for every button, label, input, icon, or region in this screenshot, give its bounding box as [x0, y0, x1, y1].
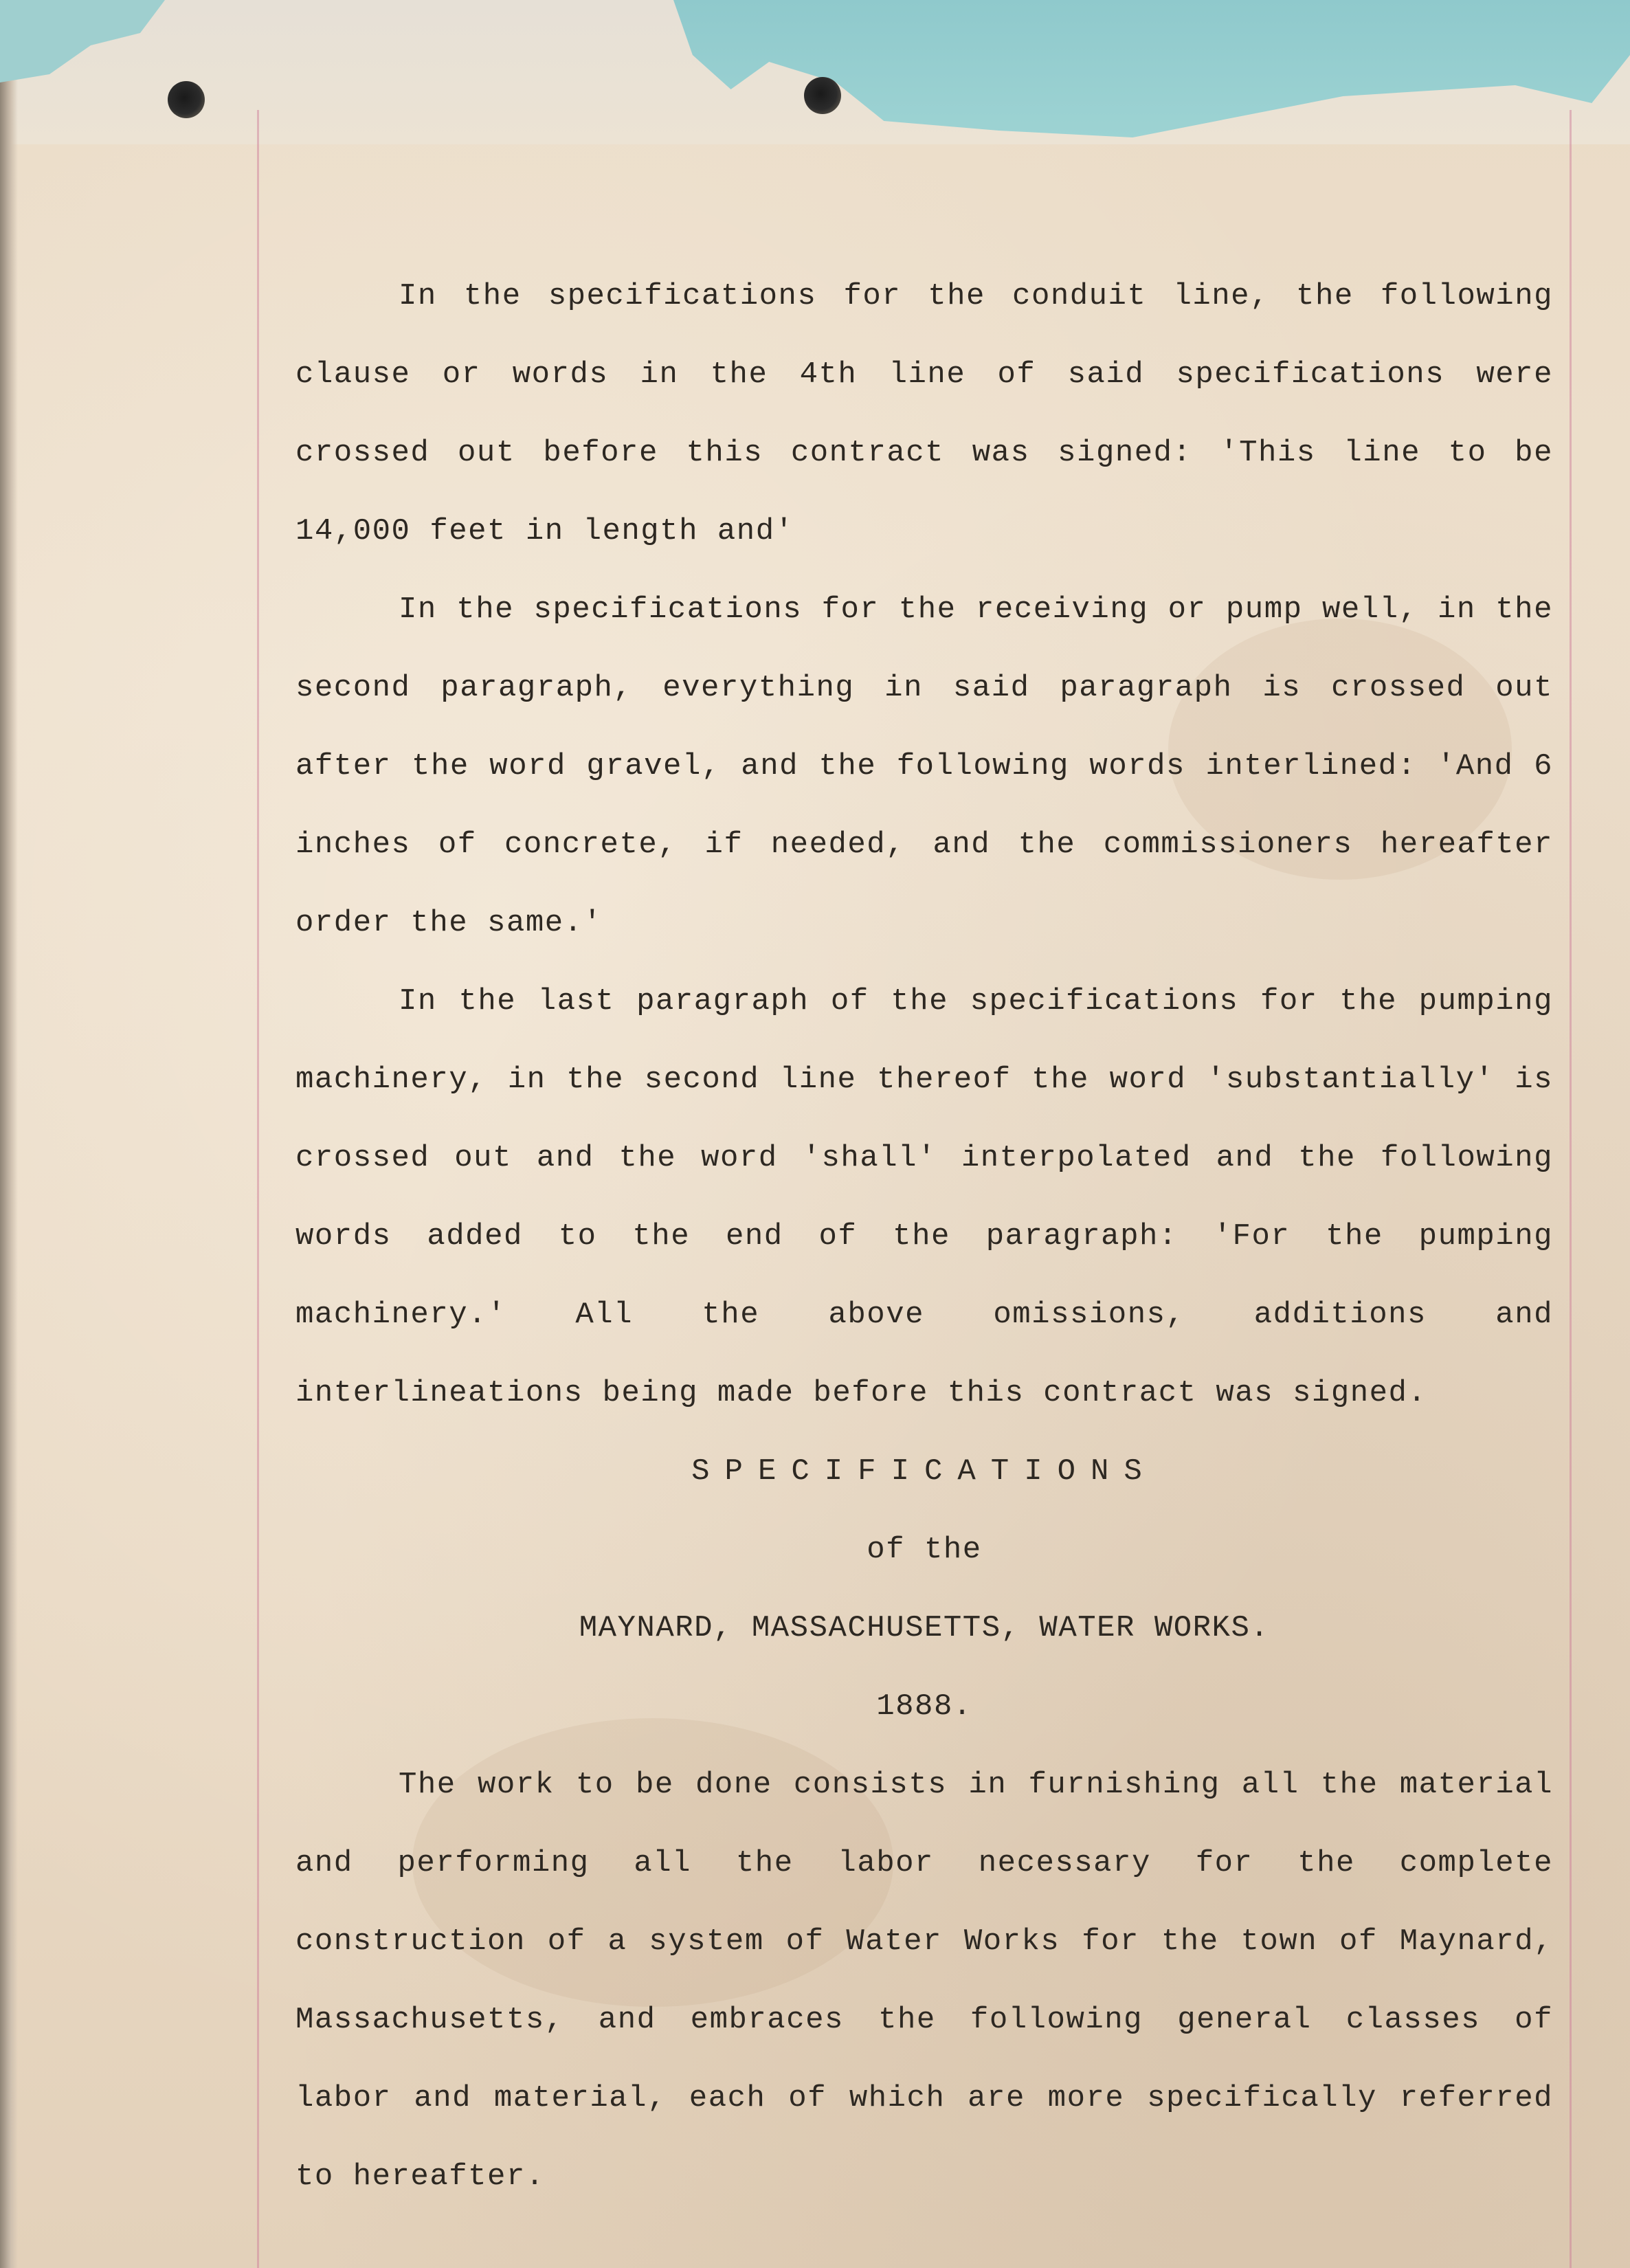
paragraph-pump-well: In the specifications for the receiving or pump well, in the second paragraph, everything in said paragraph is crossed out after the word gravel, and the following words interlined: 'And 6 inches of concrete, if needed, and the commissioners hereafter order the same.' — [295, 592, 1553, 940]
margin-rule-right — [1570, 110, 1572, 2268]
heading-specifications: SPECIFICATIONS — [691, 1454, 1157, 1489]
paragraph-conduit-line: In the specifications for the conduit line, the following clause or words in the 4th line of said specifications were crossed out before this contract was signed: 'This line to be 14,000 feet in length and' — [295, 279, 1553, 548]
page-left-edge — [0, 0, 18, 2268]
heading-year: 1888. — [876, 1689, 972, 1724]
heading-subject: MAYNARD, MASSACHUSETTS, WATER WORKS. — [579, 1611, 1270, 1645]
paragraph-pumping-machinery: In the last paragraph of the specifications for the pumping machinery, in the second line thereof the word 'substantially' is crossed out and the word 'shall' interpolated and the following words added to the end of the paragraph: 'For the pumping machinery.' All the above omissions, additions and interlineations being made before this contract was signed. — [295, 984, 1553, 1410]
paragraph-work-description: The work to be done consists in furnishing all the material and performing all the labor necessary for the complete construction of a system of Water Works for the town of Maynard, Massachusetts, and embraces the following general classes of labor and material, each of which are more specifically referred to hereafter. — [295, 1768, 1553, 2194]
heading-of-the: of the — [867, 1533, 982, 1567]
binding-hole-right — [804, 77, 841, 114]
typed-text-body — [295, 257, 1553, 2216]
binding-hole-left — [168, 81, 205, 118]
margin-rule-left — [257, 110, 259, 2268]
